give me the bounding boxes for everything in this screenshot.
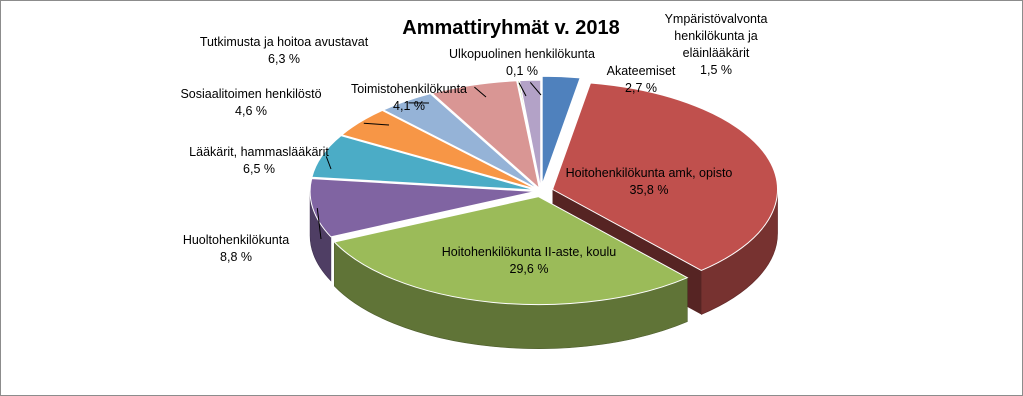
slice-label-3: Hoitohenkilökunta II-aste, koulu 29,6 % — [441, 245, 617, 276]
slice-label-8: Tutkimusta ja hoitoa avustavat 6,3 % — [199, 35, 369, 66]
slices-layer — [310, 76, 777, 348]
slice-label-6: Sosiaalitoimen henkilöstö 4,6 % — [180, 87, 322, 118]
chart-title: Ammattiryhmät v. 2018 — [402, 17, 620, 39]
slice-label-2: Hoitohenkilökunta amk, opisto 35,8 % — [565, 166, 733, 197]
slice-label-1: Akateemiset 2,7 % — [606, 64, 676, 95]
slice-label-4: Huoltohenkilökunta 8,8 % — [182, 233, 290, 264]
slice-label-7: Toimistohenkilökunta 4,1 % — [350, 82, 468, 113]
slice-label-5: Lääkärit, hammaslääkärit 6,5 % — [189, 145, 329, 176]
slice-label-10: Ympäristövalvonta henkilökunta ja eläinlääkärit 1,5 % — [664, 12, 768, 77]
slice-label-9: Ulkopuolinen henkilökunta 0,1 % — [449, 47, 595, 78]
pie-chart — [1, 1, 1022, 395]
